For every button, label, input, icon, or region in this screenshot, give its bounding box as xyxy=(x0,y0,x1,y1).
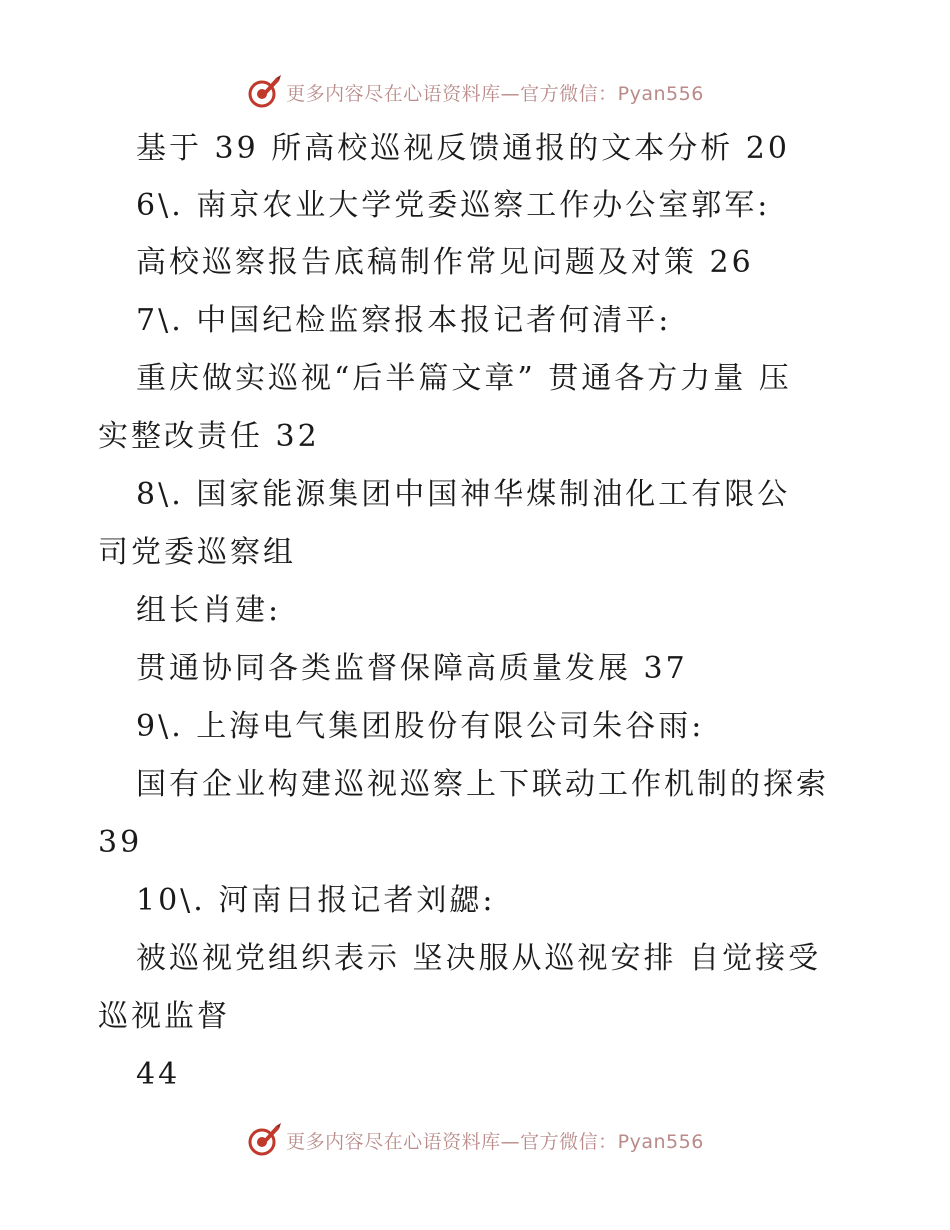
toc-line: 实整改责任 32 xyxy=(98,419,320,454)
footer-banner xyxy=(0,1120,950,1160)
toc-line: 9\. 上海电气集团股份有限公司朱谷雨: xyxy=(136,709,705,744)
toc-line: 6\. 南京农业大学党委巡察工作办公室郭军: xyxy=(136,188,771,223)
toc-line: 国有企业构建巡视巡察上下联动工作机制的探索 xyxy=(136,767,829,802)
toc-line: 组长肖建: xyxy=(136,593,282,628)
quill-logo-icon xyxy=(246,74,282,110)
toc-line: 司党委巡察组 xyxy=(98,535,296,570)
header-banner xyxy=(0,72,950,112)
toc-line: 8\. 国家能源集团中国神华煤制油化工有限公 xyxy=(136,477,791,512)
toc-line: 被巡视党组织表示 坚决服从巡视安排 自觉接受 xyxy=(136,941,822,976)
quill-logo-icon xyxy=(246,1122,282,1158)
header-banner-text: 更多内容尽在心语资料库—官方微信：Pyan556 xyxy=(286,82,704,105)
toc-line: 39 xyxy=(98,825,143,860)
toc-line: 44 xyxy=(136,1057,181,1092)
toc-line: 基于 39 所高校巡视反馈通报的文本分析 20 xyxy=(136,131,790,166)
toc-line: 高校巡察报告底稿制作常见问题及对策 26 xyxy=(136,245,754,280)
toc-line: 贯通协同各类监督保障高质量发展 37 xyxy=(136,651,688,686)
toc-line: 10\. 河南日报记者刘勰: xyxy=(136,883,496,918)
toc-line: 7\. 中国纪检监察报本报记者何清平: xyxy=(136,303,672,338)
toc-line: 巡视监督 xyxy=(98,999,230,1034)
footer-banner-text: 更多内容尽在心语资料库—官方微信：Pyan556 xyxy=(286,1130,704,1153)
toc-line: 重庆做实巡视“后半篇文章” 贯通各方力量 压 xyxy=(136,361,792,396)
